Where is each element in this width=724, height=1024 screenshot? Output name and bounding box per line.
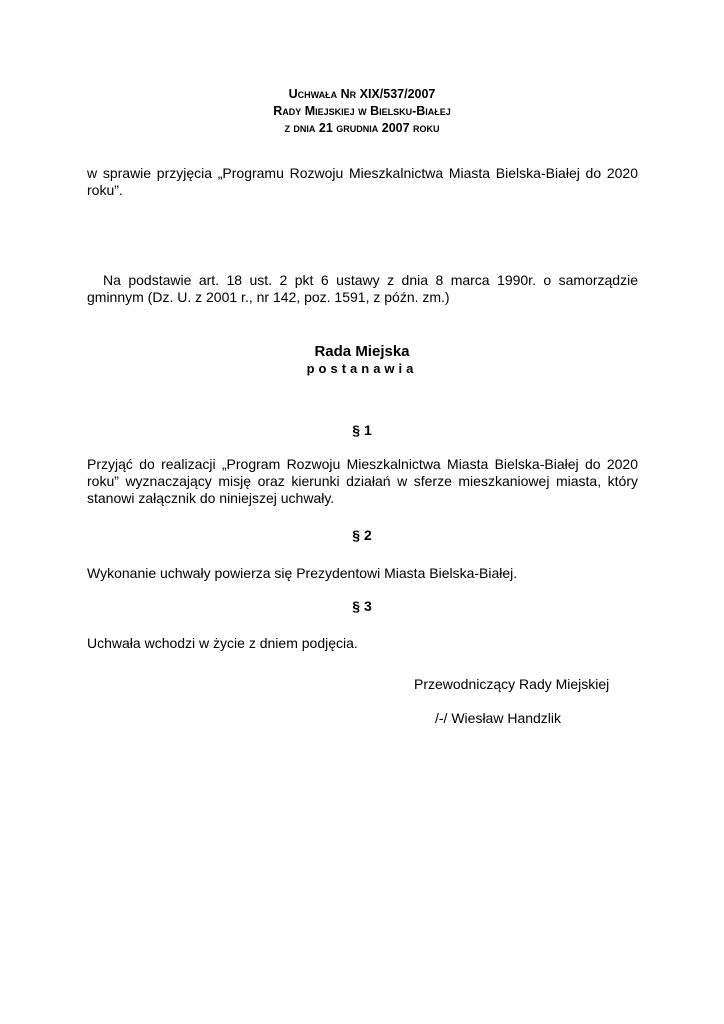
- section-2-mark: § 2: [352, 527, 372, 543]
- council-decision-verb: postanawia: [306, 361, 418, 376]
- section-1-text: Przyjąć do realizacji „Program Rozwoju Mieszkalnictwa Miasta Bielska-Białej do 2020 roku” wyznaczający misję oraz kierunki działań w sferze mieszkaniowej miasta, który stanowi załącznik do niniejszej uchwały.: [87, 456, 638, 506]
- section-2-text: Wykonanie uchwały powierza się Prezydentowi Miasta Bielska-Białej.: [87, 565, 518, 581]
- resolution-number: Uchwała Nr XIX/537/2007: [288, 87, 436, 101]
- legal-basis: Na podstawie art. 18 ust. 2 pkt 6 ustawy z dnia 8 marca 1990r. o samorządzie gminnym (Dz. U. z 2001 r., nr 142, poz. 1591, z późn. zm.): [87, 272, 638, 305]
- section-3-text: Uchwała wchodzi w życie z dniem podjęcia.: [87, 635, 358, 651]
- council-name: Rada Miejska: [314, 343, 410, 360]
- signatory-name: /-/ Wiesław Handzlik: [435, 710, 562, 726]
- issuing-body: Rady Miejskiej w Bielsku-Białej: [273, 104, 451, 118]
- section-3-mark: § 3: [352, 598, 372, 614]
- signatory-title: Przewodniczący Rady Miejskiej: [414, 676, 610, 692]
- resolution-subject: w sprawie przyjęcia „Programu Rozwoju Mieszkalnictwa Miasta Bielska-Białej do 2020 roku”.: [87, 165, 638, 198]
- section-1-mark: § 1: [352, 422, 372, 438]
- resolution-date: z dnia 21 grudnia 2007 roku: [284, 121, 440, 135]
